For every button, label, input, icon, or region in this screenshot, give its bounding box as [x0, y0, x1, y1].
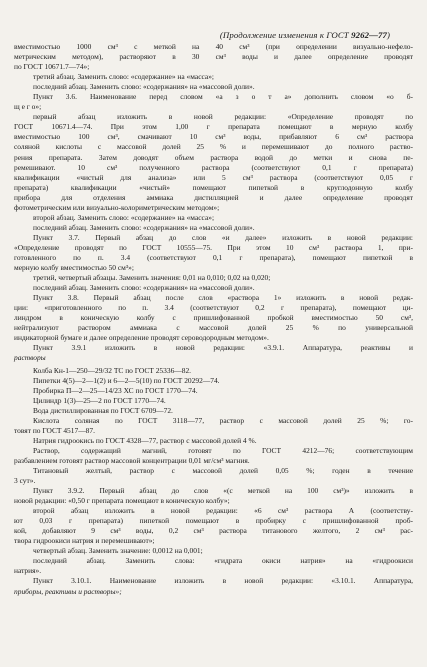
text-line: твора гидроокиси натрия и перемешивают»;	[14, 536, 155, 546]
text-line: растворы	[14, 353, 46, 363]
text-line: Кислота соляная по ГОСТ 3118—77, раствор с массовой долей 25 %; го-	[33, 415, 413, 425]
text-line: готовленного по п. 3.4 (соответствуют 0,1 г препарата), помещают пипеткой в	[14, 252, 413, 262]
text-line: нейтрализуют раствором аммиака с массовой долей 25 % по универсальной	[14, 323, 413, 333]
text-line: четвертый абзац. Заменить значение: 0,0012 на 0,001;	[33, 546, 203, 556]
text-line: «Определение проводят по ГОСТ 10555—75. При этом 10 см³ раствора 1, при-	[14, 242, 413, 252]
text-line: вместимостью 100 см³, смачивают 10 см³ воды, прибавляют 6 см³ раствора	[14, 132, 413, 142]
text-line: Колба Кн-1—250—29/32 ТС по ГОСТ 25336—82.	[33, 365, 192, 375]
text-line: Пункт 3.6. Наименование перед словом «а з о т а» дополнить словом «о б-	[33, 92, 413, 102]
text-line: прибора для отделения аммиака дистилляцией и далее определение проводят	[14, 192, 413, 202]
text-line: Натрия гидроокись по ГОСТ 4328—77, раствор с массовой долей 4 %.	[33, 435, 257, 445]
text-line: последний абзац. Заменить слово: «содержания» на «массовой доли».	[33, 283, 255, 293]
text-line: Пункт 3.9.1 изложить в новой редакции: «3.9.1. Аппаратура, реактивы и	[33, 343, 413, 353]
text-line: ремешивают. 10 см³ полученного раствора (соответствуют 0,1 г препарата)	[14, 162, 413, 172]
text-line: натрия».	[14, 566, 42, 576]
text-line: Пипетки 4(5)—2—1(2) и 6—2—5(10) по ГОСТ 20292—74.	[33, 375, 220, 385]
text-line: Вода дистиллированная по ГОСТ 6709—72.	[33, 405, 173, 415]
text-line: последний абзац. Заменить слово: «содержания» на «массовой доли».	[33, 82, 255, 92]
text-line: приборы, реактивы и растворы»;	[14, 586, 122, 596]
text-line: Раствор, содержащий магний, готовят по ГОСТ 4212—76; соответствующим	[33, 445, 413, 455]
text-line: второй абзац. Заменить слово: «содержание» на «масса»;	[33, 212, 215, 222]
text-line: первый абзац изложить в новой редакции: «Определение проводят по	[33, 112, 413, 122]
text-line: ГОСТ 10671.4—74. При этом 1,00 г препарата помещают в мерную колбу	[14, 122, 413, 132]
text-line: второй абзац изложить в новой редакции: «6 см³ раствора А (соответству-	[33, 506, 413, 516]
text-line: третий абзац. Заменить слово: «содержание» на «масса»;	[33, 72, 214, 82]
text-line: третий, четвертый абзацы. Заменить значения: 0,01 на 0,010; 0,02 на 0,020;	[33, 273, 271, 283]
text-line: Пункт 3.10.1. Наименование изложить в новой редакции: «3.10.1. Аппаратура,	[33, 576, 413, 586]
text-line: последний абзац. Заменить слово: «содержания» на «массовой доли».	[33, 222, 255, 232]
text-line: квалификации «чистый для анализа» или 5 см³ раствора (соответствуют 0,05 г	[14, 172, 413, 182]
document-body	[14, 42, 413, 597]
text-line: соляной кислоты с массовой долей 25 % и перемешивают до полного раство-	[14, 142, 413, 152]
text-line: рения препарата. Затем доводят объем раствора водой до метки и снова пе-	[14, 152, 413, 162]
text-line: препарата) квалификации «чистый» помещают пипеткой в круглодонную колбу	[14, 182, 413, 192]
text-line: разбавлением готовят раствор массовой концентрации 0,01 мг/см³ магния.	[14, 455, 250, 465]
text-line: Пункт 3.8. Первый абзац после слов «раствора 1» изложить в новой редак-	[33, 293, 413, 303]
header-prefix: (Продолжение изменения к ГОСТ	[219, 30, 352, 40]
text-line: Пункт 3.9.2. Первый абзац до слов «(с меткой на 100 см³)» изложить в	[33, 486, 413, 496]
text-line: линдром в коническую колбу с пришлифованной пробкой вместимостью 50 см³,	[14, 313, 413, 323]
text-line: Пробирка П—2—25—14/23 ХС по ГОСТ 1770—74.	[33, 385, 198, 395]
running-header	[220, 30, 390, 40]
text-line: Цилиндр 1(3)—25—2 по ГОСТ 1770—74.	[33, 395, 166, 405]
text-line: кой, добавляют 9 см³ воды, 0,2 см³ раствора титанового желтого, 2 см³ рас-	[14, 526, 413, 536]
text-line: щ е г о»;	[14, 102, 42, 112]
text-line: фотометрическим или визуально-колориметрическим методом»;	[14, 202, 220, 212]
text-line: последний абзац. Заменить слова: «гидрата окиси натрия» на «гидроокиси	[33, 556, 413, 566]
gost-number: 9262—77	[351, 30, 387, 40]
text-line: новой редакции: «0,50 г препарата помещают в коническую колбу»;	[14, 496, 230, 506]
text-line: товят по ГОСТ 4517—87.	[14, 425, 95, 435]
header-suffix: )	[386, 30, 390, 40]
text-line: индикаторной бумаге и далее определение проводят сероводородным методом».	[14, 333, 269, 343]
text-line: метрическим методом), растворяют в 30 см³ воды и далее определение проводят	[14, 52, 413, 62]
text-line: Пункт 3.7. Первый абзац до слов «и далее» изложить в новой редакции:	[33, 232, 413, 242]
text-line: мерную колбу вместимостью 50 см³»;	[14, 263, 134, 273]
text-line: вместимостью 1000 см³ с меткой на 40 см³ (при определении визуально-нефело-	[14, 42, 413, 51]
text-line: 3 сут».	[14, 476, 36, 486]
text-line: по ГОСТ 10671.7—74»;	[14, 62, 90, 72]
text-line: Титановый желтый, раствор с массовой долей 0,05 %; годен в течение	[33, 465, 413, 475]
text-line: ции: «приготовленного по п. 3.4 (соответствуют 0,2 г препарата), помещают ци-	[14, 303, 413, 313]
text-line: ют 0,03 г препарата) пипеткой помещают в пробирку с пришлифованной проб-	[14, 516, 413, 526]
